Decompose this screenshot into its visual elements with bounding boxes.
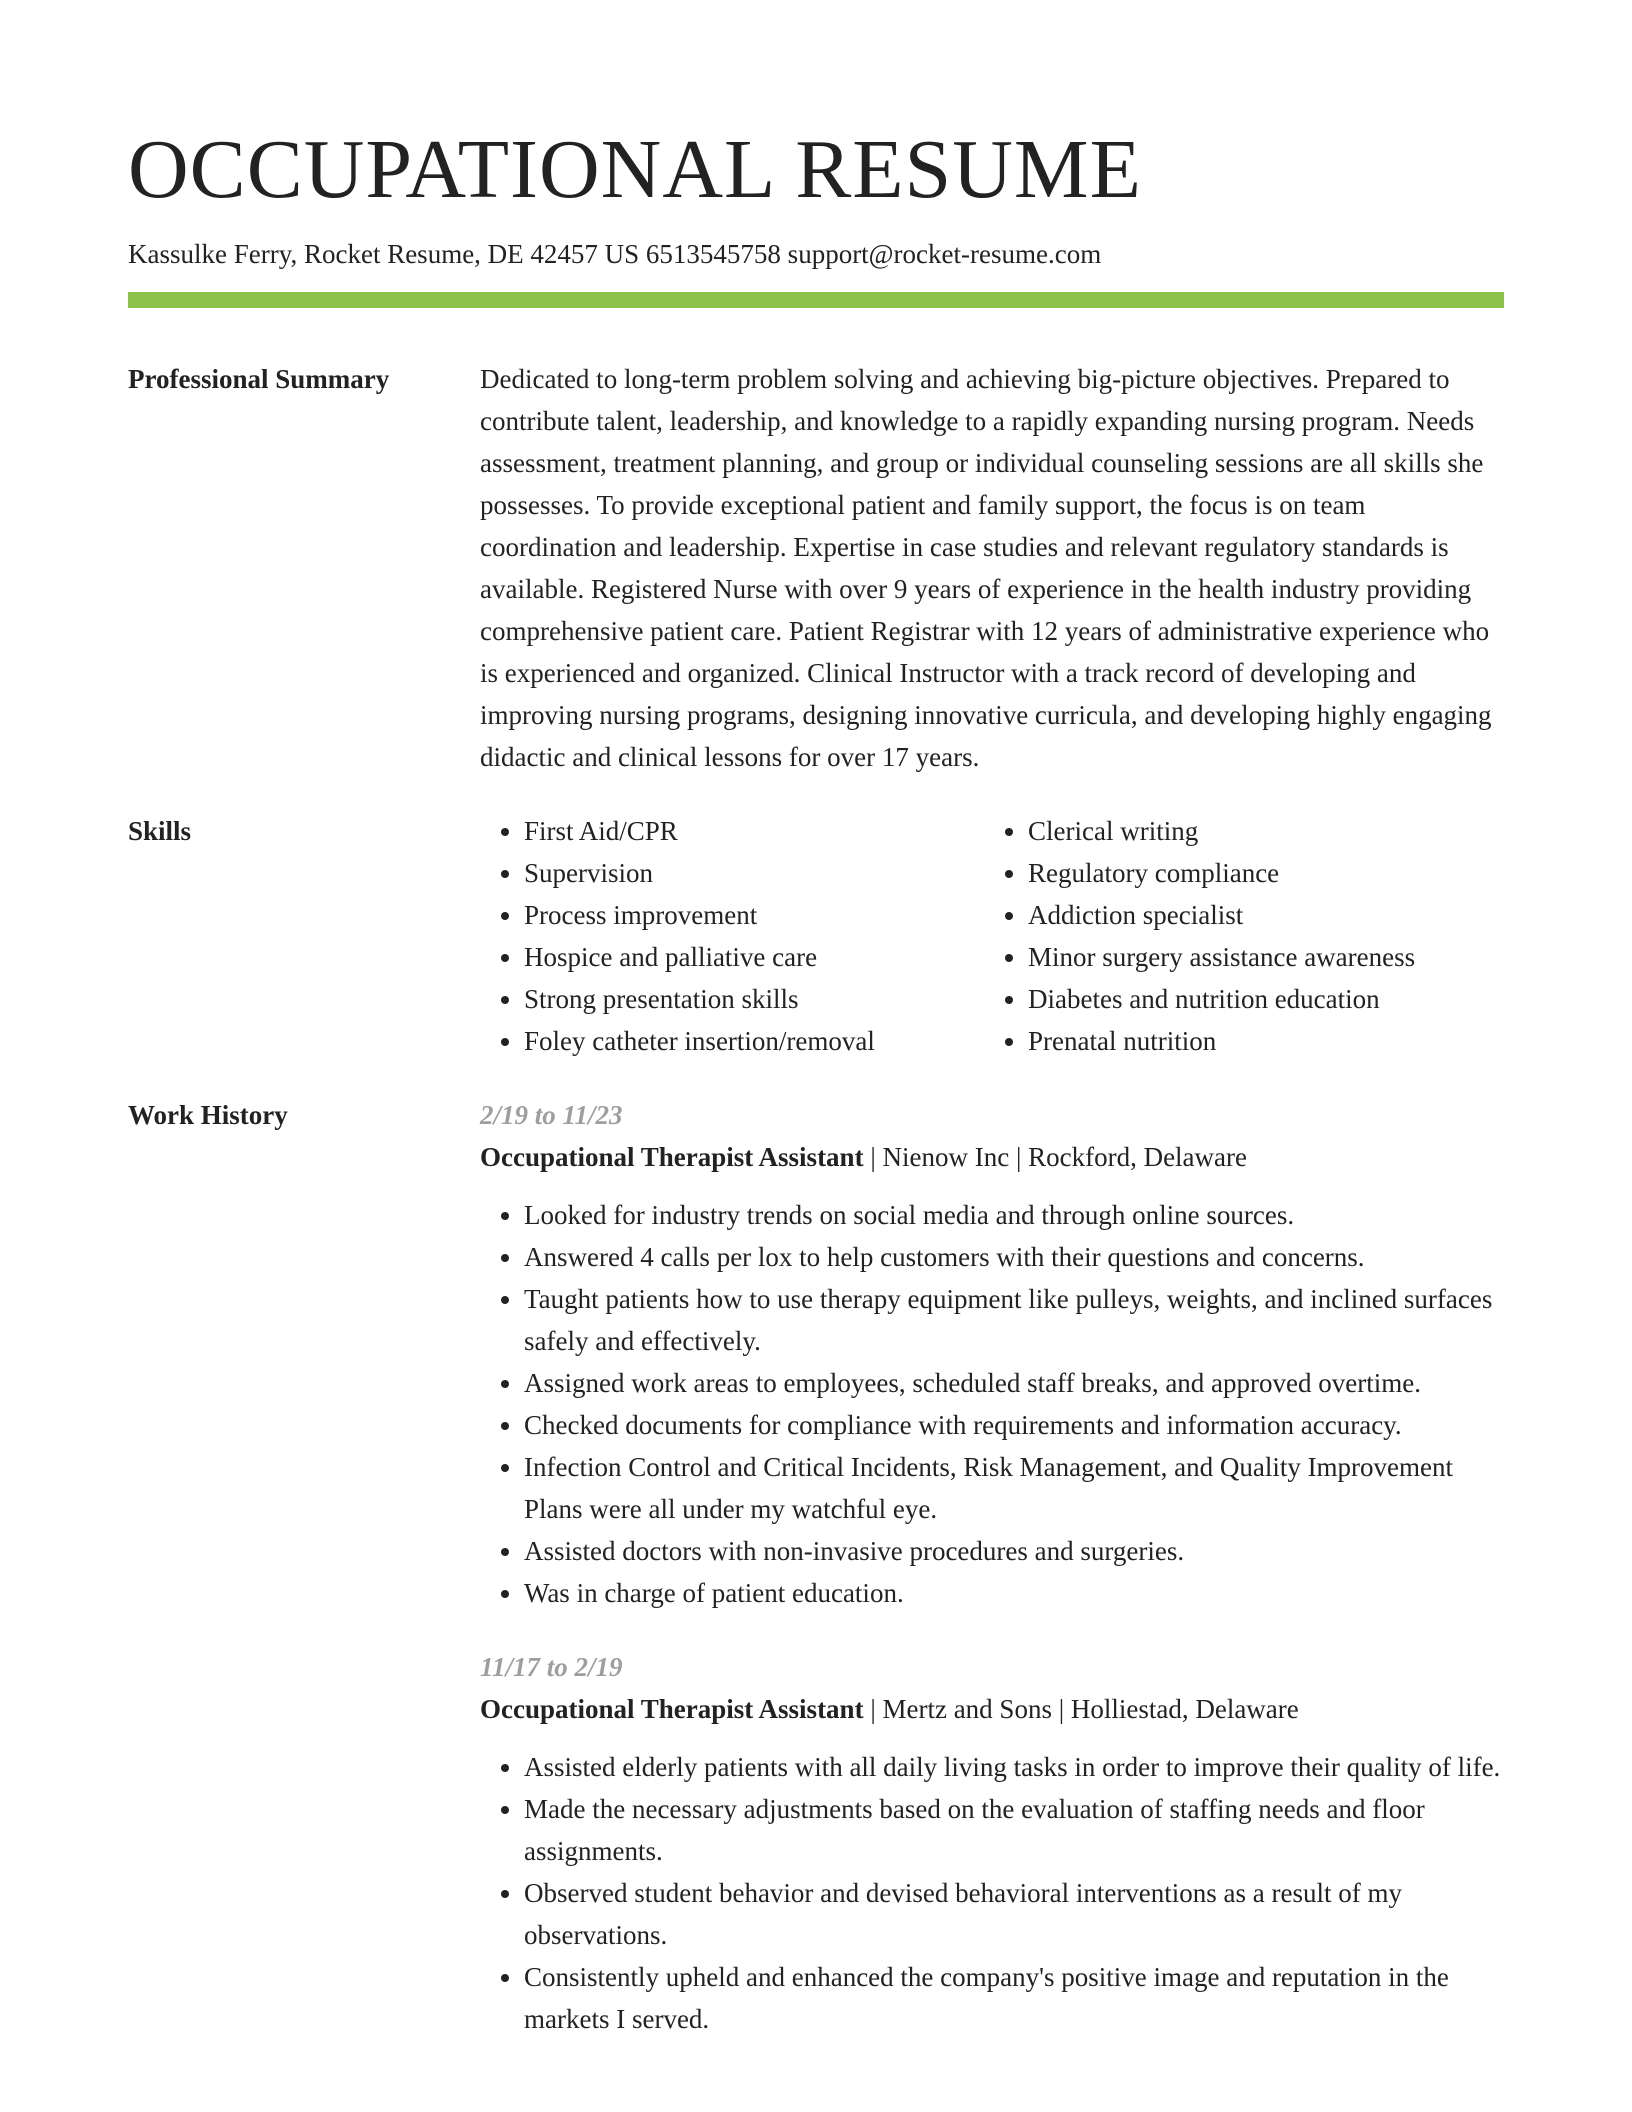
job-company-location: | Nienow Inc | Rockford, Delaware bbox=[863, 1142, 1247, 1172]
skill-item: • Addiction specialist bbox=[1028, 894, 1508, 936]
job-duty-item: • Infection Control and Critical Incidents, Risk Management, and Quality Improvement Plans were all under my watchful eye. bbox=[524, 1446, 1504, 1530]
job-duty-item: • Assisted doctors with non-invasive procedures and surgeries. bbox=[524, 1530, 1504, 1572]
job-company-location: | Mertz and Sons | Holliestad, Delaware bbox=[863, 1694, 1299, 1724]
section-label-summary: Professional Summary bbox=[128, 364, 390, 394]
skill-item: • Hospice and palliative care bbox=[524, 936, 984, 978]
job-entry bbox=[480, 1094, 1504, 1614]
professional-summary-section bbox=[128, 358, 1504, 778]
job-duties-list bbox=[480, 1194, 1504, 1614]
skill-item: • Foley catheter insertion/removal bbox=[524, 1020, 984, 1062]
job-entry bbox=[480, 1646, 1504, 2040]
skills-body bbox=[480, 810, 1508, 1062]
summary-body bbox=[480, 358, 1504, 778]
skill-item: • Process improvement bbox=[524, 894, 984, 936]
job-heading bbox=[480, 1136, 1504, 1178]
job-duty-item: • Assisted elderly patients with all daily living tasks in order to improve their quality of life. bbox=[524, 1746, 1504, 1788]
job-dates: 2/19 to 11/23 bbox=[480, 1100, 623, 1130]
section-label-skills: Skills bbox=[128, 816, 192, 846]
skill-item: • Strong presentation skills bbox=[524, 978, 984, 1020]
job-title: Occupational Therapist Assistant bbox=[480, 1142, 864, 1172]
resume-page bbox=[128, 0, 1504, 2072]
job-heading bbox=[480, 1688, 1504, 1730]
section-label-work: Work History bbox=[128, 1100, 288, 1130]
job-duties-list bbox=[480, 1746, 1504, 2040]
skill-item: • Minor surgery assistance awareness bbox=[1028, 936, 1508, 978]
skills-list-left bbox=[480, 810, 984, 1062]
skill-item: • Prenatal nutrition bbox=[1028, 1020, 1508, 1062]
summary-text: Dedicated to long-term problem solving and achieving big-picture objectives. Prepared to contribute talent, leadership, and knowledge to a rapidly expanding nursing program. Needs assessment, treatment planning, and group or individual counseling sessions are all skills she possesses. To provide exceptional patient and family support, the focus is on team coordination and leadership. Expertise in case studies and relevant regulatory standards is available. Registered Nurse with over 9 years of experience in the health industry providing comprehensive patient care. Patient Registrar with 12 years of administrative experience who is experienced and organized. Clinical Instructor with a track record of developing and improving nursing programs, designing innovative curricula, and developing highly engaging didactic and clinical lessons for over 17 years. bbox=[480, 364, 1492, 772]
skill-item: • Supervision bbox=[524, 852, 984, 894]
job-duty-item: • Observed student behavior and devised behavioral interventions as a result of my observations. bbox=[524, 1872, 1504, 1956]
job-dates: 11/17 to 2/19 bbox=[480, 1652, 623, 1682]
accent-divider bbox=[128, 292, 1504, 308]
job-title: Occupational Therapist Assistant bbox=[480, 1694, 864, 1724]
job-duty-item: • Checked documents for compliance with requirements and information accuracy. bbox=[524, 1404, 1504, 1446]
skill-item: • Clerical writing bbox=[1028, 810, 1508, 852]
skills-section bbox=[128, 810, 1504, 1062]
resume-title: OCCUPATIONAL RESUME bbox=[128, 123, 1142, 216]
contact-line: Kassulke Ferry, Rocket Resume, DE 42457 US 6513545758 support@rocket-resume.com bbox=[128, 239, 1102, 269]
job-duty-item: • Consistently upheld and enhanced the company's positive image and reputation in the markets I served. bbox=[524, 1956, 1504, 2040]
job-duty-item: • Answered 4 calls per lox to help customers with their questions and concerns. bbox=[524, 1236, 1504, 1278]
job-duty-item: • Taught patients how to use therapy equipment like pulleys, weights, and inclined surfaces safely and effectively. bbox=[524, 1278, 1504, 1362]
work-history-body bbox=[480, 1094, 1504, 2072]
skill-item: • Diabetes and nutrition education bbox=[1028, 978, 1508, 1020]
work-history-section bbox=[128, 1094, 1504, 2072]
job-duty-item: • Made the necessary adjustments based on the evaluation of staffing needs and floor assignments. bbox=[524, 1788, 1504, 1872]
job-duty-item: • Looked for industry trends on social media and through online sources. bbox=[524, 1194, 1504, 1236]
skill-item: • First Aid/CPR bbox=[524, 810, 984, 852]
skills-columns bbox=[480, 810, 1508, 1062]
skills-list-right bbox=[984, 810, 1508, 1062]
job-duty-item: • Was in charge of patient education. bbox=[524, 1572, 1504, 1614]
job-duty-item: • Assigned work areas to employees, scheduled staff breaks, and approved overtime. bbox=[524, 1362, 1504, 1404]
skill-item: • Regulatory compliance bbox=[1028, 852, 1508, 894]
